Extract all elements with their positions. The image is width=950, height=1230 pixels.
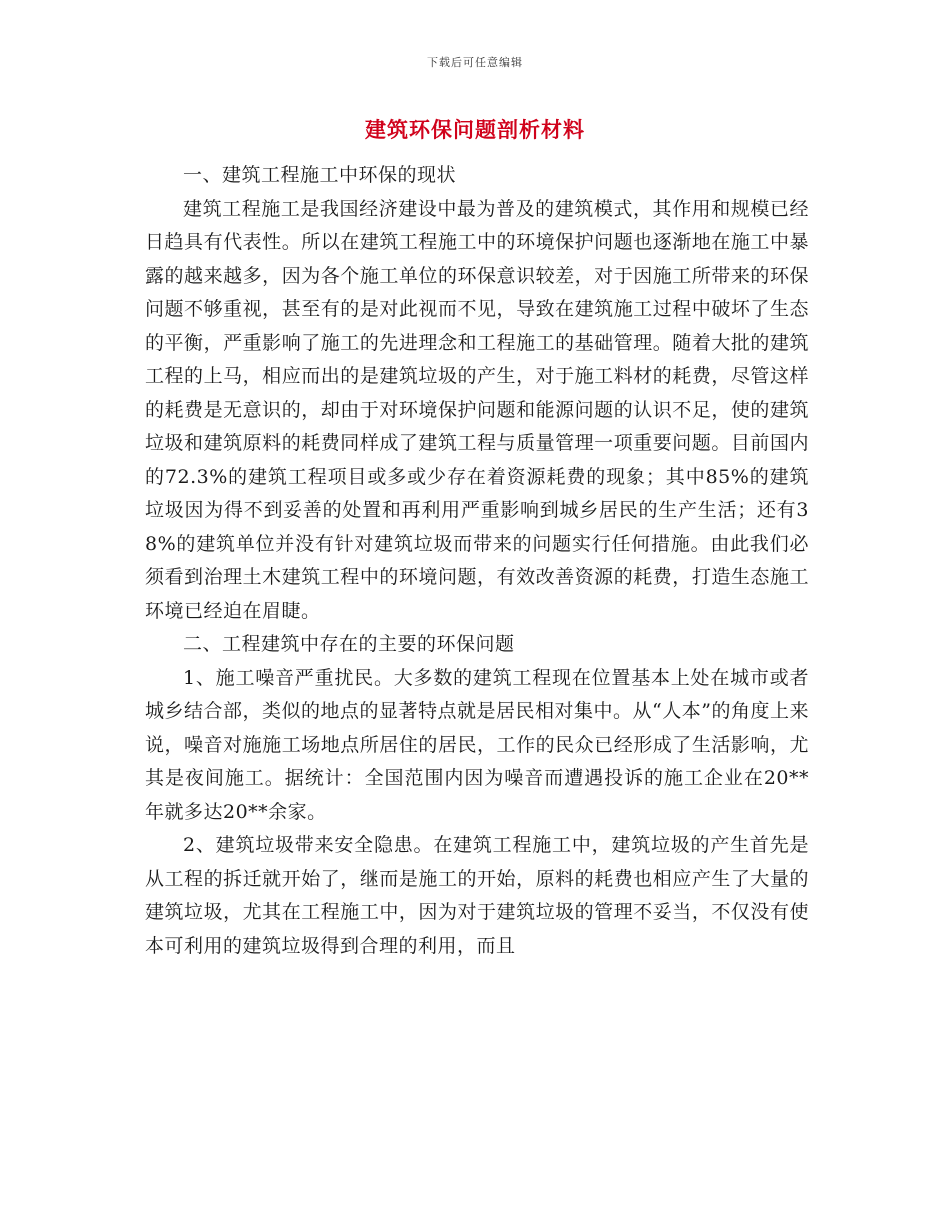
- document-body: [145, 159, 809, 963]
- paragraph: 建筑工程施工是我国经济建设中最为普及的建筑模式，其作用和规模已经日趋具有代表性。所以在建筑工程施工中的环境保护问题也逐渐地在施工中暴露的越来越多，因为各个施工单位的环保意识较差，对于因施工所带来的环保问题不够重视，甚至有的是对此视而不见，导致在建筑施工过程中破坏了生态的平衡，严重影响了施工的先进理念和工程施工的基础管理。随着大批的建筑工程的上马，相应而出的是建筑垃圾的产生，对于施工料材的耗费，尽管这样的耗费是无意识的，却由于对环境保护问题和能源问题的认识不足，使的建筑垃圾和建筑原料的耗费同样成了建筑工程与质量管理一项重要问题。目前国内的72.3%的建筑工程项目或多或少存在着资源耗费的现象；其中85%的建筑垃圾因为得不到妥善的处置和再利用严重影响到城乡居民的生产生活；还有38%的建筑单位并没有针对建筑垃圾而带来的问题实行任何措施。由此我们必须看到治理土木建筑工程中的环境问题，有效改善资源的耗费，打造生态施工环境已经迫在眉睫。: [145, 197, 809, 622]
- section-heading: 二、工程建筑中存在的主要的环保问题: [183, 633, 515, 655]
- section-heading: 一、建筑工程施工中环保的现状: [183, 164, 457, 186]
- header-note: 下载后可任意编辑: [427, 56, 523, 69]
- paragraph: 1、施工噪音严重扰民。大多数的建筑工程现在位置基本上处在城市或者城乡结合部，类似的地点的显著特点就是居民相对集中。从“人本”的角度上来说，噪音对施施工场地点所居住的居民，工作的民众已经形成了生活影响，尤其是夜间施工。据统计：全国范围内因为噪音而遭遇投诉的施工企业在20**年就多达20**余家。: [145, 666, 809, 823]
- paragraph: 2、建筑垃圾带来安全隐患。在建筑工程施工中，建筑垃圾的产生首先是从工程的拆迁就开始了，继而是施工的开始，原料的耗费也相应产生了大量的建筑垃圾，尤其在工程施工中，因为对于建筑垃圾的管理不妥当，不仅没有使本可利用的建筑垃圾得到合理的利用，而且: [145, 834, 809, 957]
- document-title: 建筑环保问题剖析材料: [365, 117, 585, 142]
